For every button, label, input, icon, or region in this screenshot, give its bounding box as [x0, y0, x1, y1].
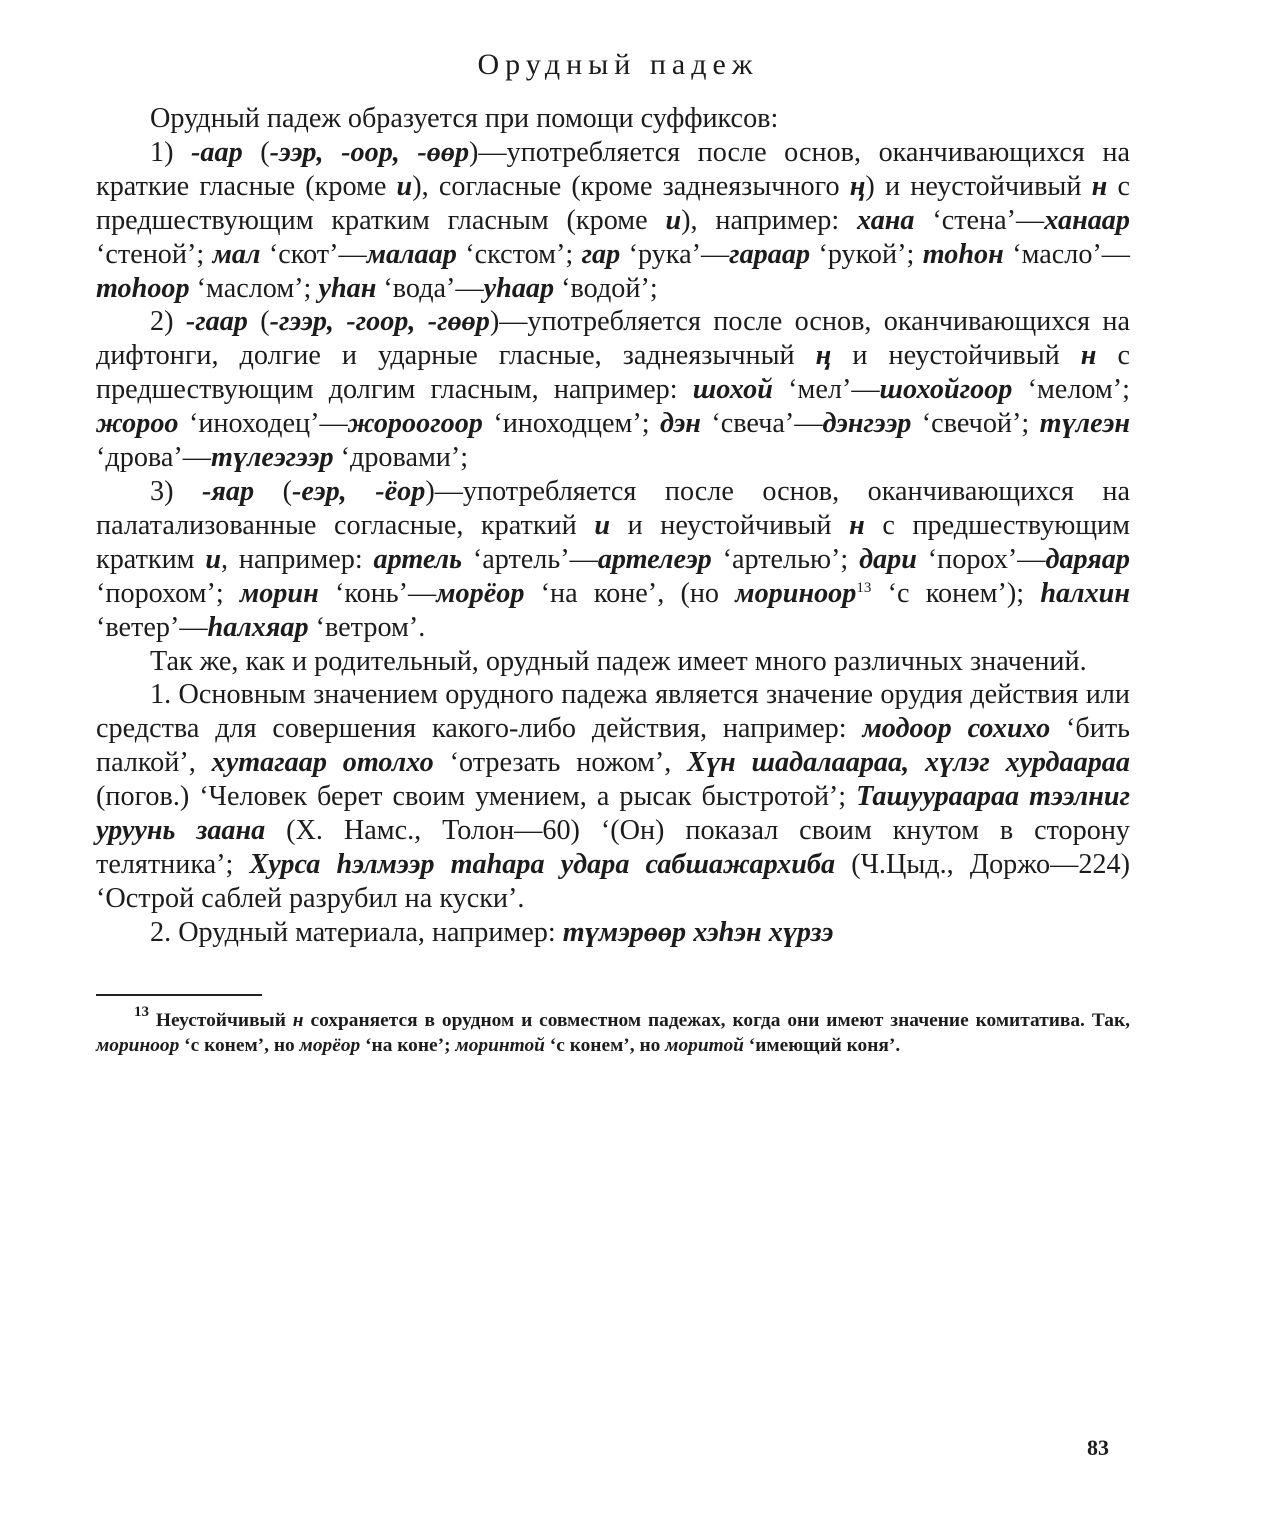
- section-title: Орудный падеж: [477, 48, 759, 81]
- main-text: [96, 102, 1130, 950]
- paragraph-suffix-2: 2) -гаар (-гээр, -гоор, -гөөр)—употребляется после основ, оканчивающихся на дифтонги, долгие и ударные гласные, заднеязычный ң и неустойчивый н с предшествующим долгим гласным, например: шохой ‘мел’—шохойгоор ‘мелом’; жороо ‘иноходец’—жороогоор ‘иноходцем’; дэн ‘свеча’—дэнгээр ‘свечой’; түлеэн ‘дрова’—түлеэгээр ‘дровами’;: [96, 306, 1130, 474]
- page-number: 83: [1087, 1435, 1109, 1460]
- footnote-divider: [96, 994, 262, 996]
- paragraph-meaning-1: 1. Основным значением орудного падежа является значение орудия действия или средства для совершения какого-либо действия, например: модоор сохихо ‘бить палкой’, хутагаар отолхо ‘отрезать ножом’, Хүн шадалаараа, хүлэг хурдаараа (погов.) ‘Человек берет своим умением, а рысак быстротой’; Ташуураараа тээлниг уруунь заана (Х. Намс., Толон—60) ‘(Он) показал своим кнутом в сторону телятника’; Хурса һэлмээр таһара удара сабшажархиба (Ч.Цыд., Доржо—224) ‘Острой саблей разрубил на куски’.: [96, 679, 1131, 914]
- paragraph-suffix-3: 3) -яар (-еэр, -ёор)—употребляется после основ, оканчивающихся на палатализованные согласные, краткий и и неустойчивый н с предшествующим кратким и, например: артель ‘артель’—артелеэр ‘артелью’; дари ‘порох’—даряар ‘порохом’; морин ‘конь’—морёор ‘на коне’, (но мориноор$^{13}$ ‘с конем’); һалхин ‘ветер’—һалхяар ‘ветром’.: [96, 475, 1131, 643]
- paragraph-meaning-2: 2. Орудный материала, например: түмэрөөр хэһэн хүрзэ: [150, 916, 834, 948]
- footnote: $^{13}$ Неустойчивый н сохраняется в орудном и совместном падежах, когда они имеют значение комитатива. Так, мориноор ‘с конем’, но морёор ‘на коне’; моринтой ‘с конем’, но моритой ‘имеющий коня’.: [96, 1003, 1130, 1056]
- book-page: [96, 38, 1130, 1478]
- paragraph-meanings: Так же, как и родительный, орудный падеж имеет много различных значений.: [150, 645, 1087, 677]
- paragraph-suffix-1: 1) -аар (-ээр, -оор, -өөр)—употребляется после основ, оканчивающихся на краткие гласные (кроме и), согласные (кроме заднеязычного ң) и неустойчивый н с предшествующим кратким гласным (кроме и), например: хана ‘стена’—ханаар ‘стеной’; мал ‘скот’—малаар ‘скстом’; гар ‘рука’—гараар ‘рукой’; тоһон ‘масло’—тоһоор ‘маслом’; уһан ‘вода’—уһаар ‘водой’;: [96, 136, 1130, 304]
- footnote-reference: 13: [856, 579, 872, 596]
- paragraph-intro: Орудный падеж образуется при помощи суффиксов:: [150, 103, 779, 134]
